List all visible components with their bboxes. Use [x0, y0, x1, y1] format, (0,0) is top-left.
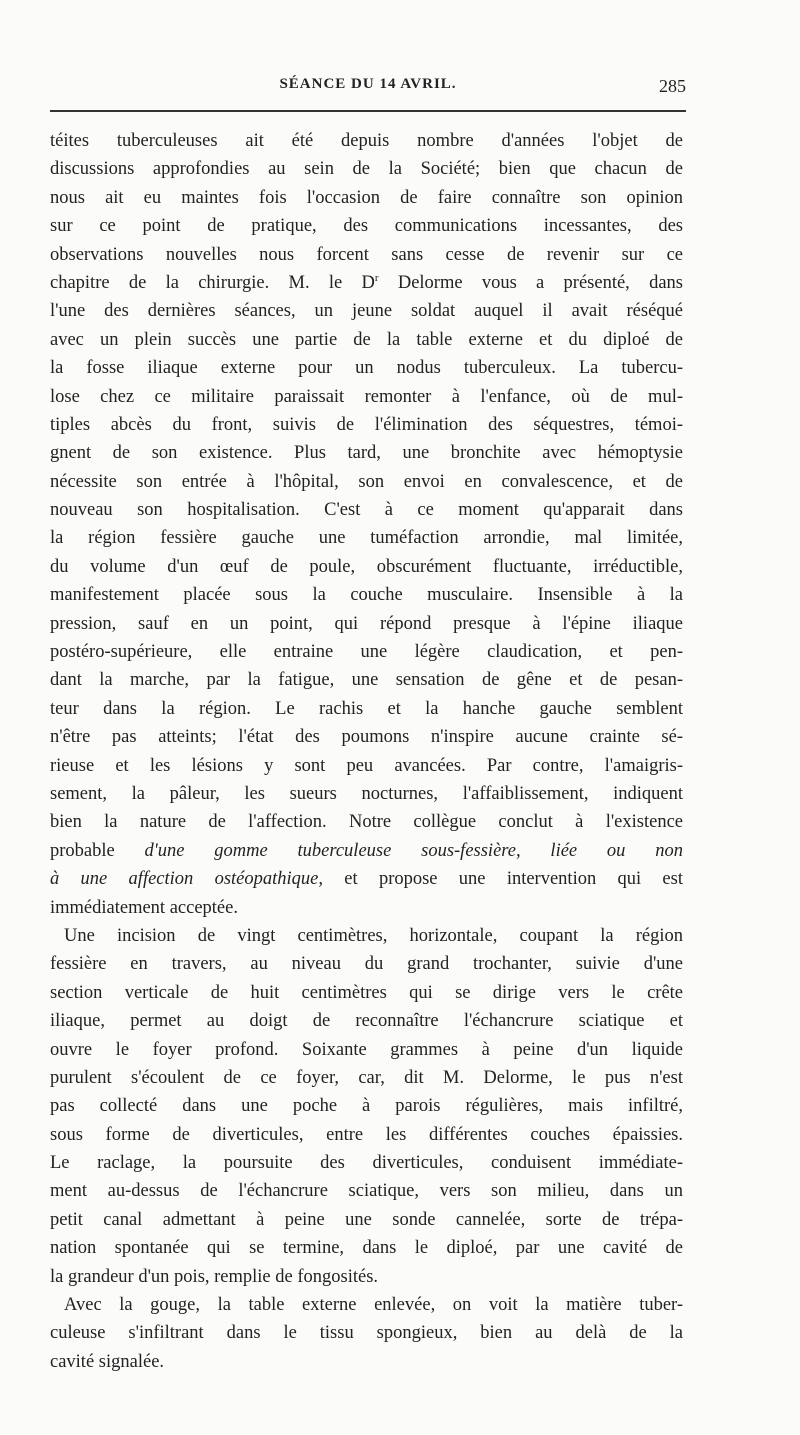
- text-line: discussions approfondies au sein de la Société; bien que chacun de: [50, 159, 683, 180]
- text-line: Le raclage, la poursuite des diverticules, conduisent immédiate-: [50, 1153, 683, 1174]
- text-line: rieuse et les lésions y sont peu avancées. Par contre, l'amaigris-: [50, 755, 683, 776]
- paragraph-end-line: cavité signalée.: [50, 1351, 165, 1372]
- text-line: nation spontanée qui se termine, dans le diploé, par une cavité de: [50, 1238, 683, 1259]
- text-line: la région fessière gauche une tuméfaction arrondie, mal limitée,: [50, 528, 683, 549]
- paragraph-start-line: Avec la gouge, la table externe enlevée, on voit la matière tuber-: [64, 1295, 683, 1316]
- text-line: [50, 865, 683, 893]
- text-line: petit canal admettant à peine une sonde cannelée, sorte de trépa-: [50, 1209, 683, 1230]
- text-segment: et propose une intervention qui est: [323, 869, 683, 890]
- text-line: pas collecté dans une poche à parois régulières, mais infiltré,: [50, 1096, 683, 1117]
- page-number: 285: [659, 76, 686, 96]
- paragraph-start-line: Une incision de vingt centimètres, horizontale, coupant la région: [64, 925, 683, 946]
- text-line: ment au-dessus de l'échancrure sciatique, vers son milieu, dans un: [50, 1181, 683, 1202]
- paragraph-end-line: immédiatement acceptée.: [50, 897, 238, 918]
- text-line: n'être pas atteints; l'état des poumons n'inspire aucune crainte sé-: [50, 727, 683, 748]
- text-line: tiples abcès du front, suivis de l'élimination des séquestres, témoi-: [50, 414, 683, 435]
- text-segment: probable: [50, 840, 145, 861]
- text-line: dant la marche, par la fatigue, une sensation de gêne et de pesan-: [50, 670, 683, 691]
- text-line: nécessite son entrée à l'hôpital, son envoi en convalescence, et de: [50, 471, 683, 492]
- text-line: fessière en travers, au niveau du grand trochanter, suivie d'une: [50, 954, 683, 975]
- text-segment: Delorme vous a présenté, dans: [378, 272, 683, 293]
- italic-text: d'une gomme tuberculeuse sous-fessière, liée ou non: [144, 840, 683, 861]
- text-line: pression, sauf en un point, qui répond presque à l'épine iliaque: [50, 613, 683, 634]
- body-text: [50, 127, 683, 1376]
- text-line: bien la nature de l'affection. Notre collègue conclut à l'existence: [50, 812, 683, 833]
- text-line: purulent s'écoulent de ce foyer, car, dit M. Delorme, le pus n'est: [50, 1067, 683, 1088]
- text-line: ouvre le foyer profond. Soixante grammes à peine d'un liquide: [50, 1039, 683, 1060]
- text-line: gnent de son existence. Plus tard, une bronchite avec hémoptysie: [50, 443, 683, 464]
- text-line: culeuse s'infiltrant dans le tissu spongieux, bien au delà de la: [50, 1323, 683, 1344]
- italic-text: à une affection ostéopathique,: [50, 869, 323, 890]
- text-line: la fosse iliaque externe pour un nodus tuberculeux. La tubercu-: [50, 358, 683, 379]
- text-line: téites tuberculeuses ait été depuis nombre d'années l'objet de: [50, 131, 683, 151]
- text-line: sous forme de diverticules, entre les différentes couches épaissies.: [50, 1124, 683, 1145]
- text-line: sur ce point de pratique, des communications incessantes, des: [50, 216, 683, 237]
- text-line: sement, la pâleur, les sueurs nocturnes, l'affaiblissement, indiquent: [50, 783, 683, 804]
- text-line: nouveau son hospitalisation. C'est à ce moment qu'apparait dans: [50, 500, 683, 521]
- text-line: section verticale de huit centimètres qui se dirige vers le crête: [50, 982, 683, 1003]
- text-segment: chapitre de la chirurgie. M. le D: [50, 272, 375, 293]
- page-header: [50, 76, 686, 102]
- text-line: lose chez ce militaire paraissait remonter à l'enfance, où de mul-: [50, 386, 683, 407]
- text-line: avec un plein succès une partie de la table externe et du diploé de: [50, 329, 683, 350]
- paragraph-end-line: la grandeur d'un pois, remplie de fongosités.: [50, 1266, 379, 1287]
- running-title: SÉANCE DU 14 AVRIL.: [279, 76, 457, 92]
- text-line: iliaque, permet au doigt de reconnaître l'échancrure sciatique et: [50, 1011, 683, 1032]
- text-line: [50, 837, 683, 865]
- superscript: r: [374, 271, 379, 284]
- text-line: du volume d'un œuf de poule, obscurément fluctuante, irréductible,: [50, 556, 683, 577]
- text-line: teur dans la région. Le rachis et la hanche gauche semblent: [50, 698, 683, 719]
- text-line: l'une des dernières séances, un jeune soldat auquel il avait réséqué: [50, 301, 683, 322]
- text-line: nous ait eu maintes fois l'occasion de faire connaître son opinion: [50, 187, 683, 208]
- text-line: manifestement placée sous la couche musculaire. Insensible à la: [50, 585, 683, 606]
- text-line: observations nouvelles nous forcent sans cesse de revenir sur ce: [50, 244, 683, 265]
- text-line: [50, 269, 683, 297]
- text-line: postéro-supérieure, elle entraine une légère claudication, et pen-: [50, 642, 683, 663]
- header-rule: [50, 110, 686, 112]
